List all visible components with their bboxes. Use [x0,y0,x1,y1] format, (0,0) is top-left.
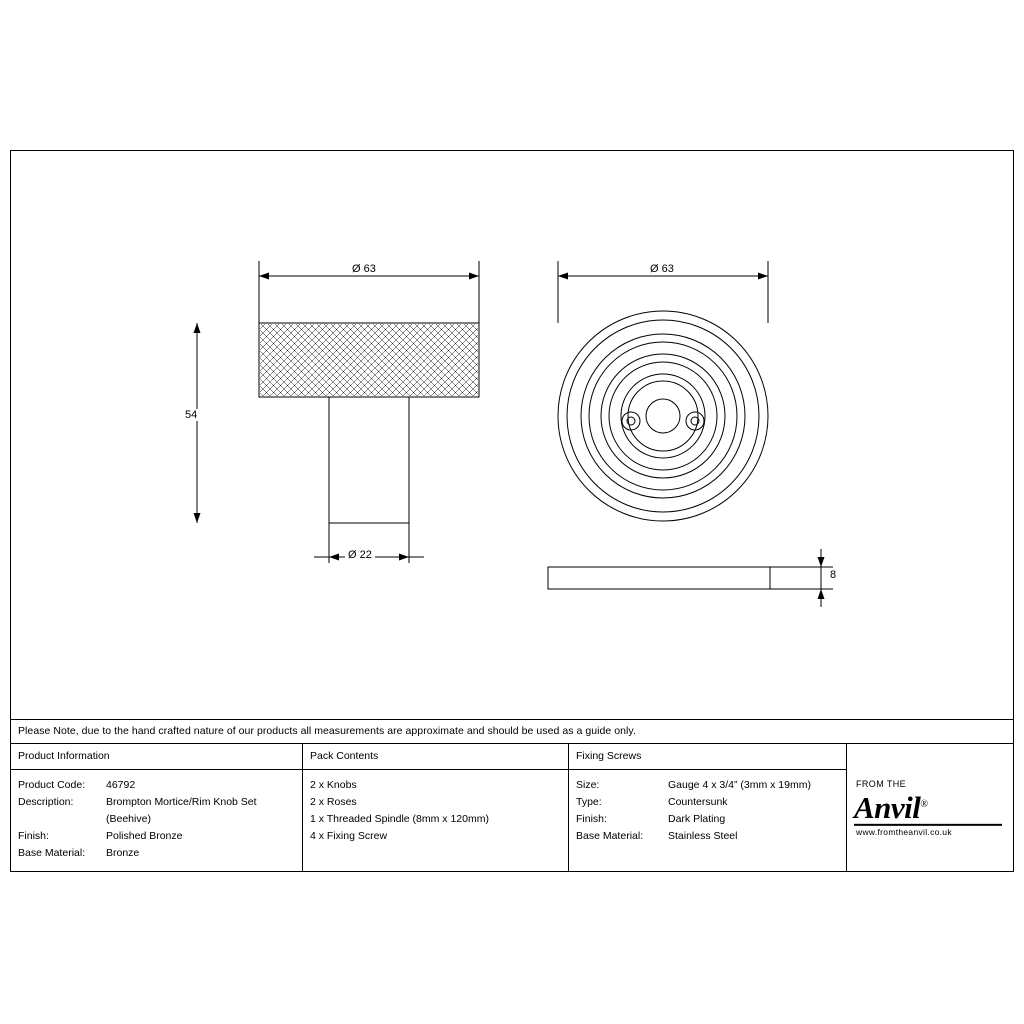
list-item: 2 x Roses [310,796,357,808]
table-row [576,828,842,845]
dimension-knob-diameter-front: Ø 63 [349,263,379,275]
finish-label: Finish: [18,830,49,842]
list-item: 1 x Threaded Spindle (8mm x 120mm) [310,813,489,825]
product-code-value: 46792 [106,779,136,791]
table-row [18,777,298,794]
column-divider [303,769,568,770]
product-information-column [11,744,303,872]
registered-trademark-icon: ® [920,798,928,810]
column-divider [11,769,302,770]
screw-base-material-value: Stainless Steel [668,830,738,842]
measurement-note: Please Note, due to the hand crafted nature of our products all measurements are approximate and should be used as a guide only. [18,725,636,737]
screw-finish-label: Finish: [576,813,607,825]
drawing-area [11,151,1013,719]
logo-website: www.fromtheanvil.co.uk [856,827,952,838]
description-value-continuation: (Beehive) [106,813,151,825]
list-item: 2 x Knobs [310,779,357,791]
logo-wordmark-text: Anvil [854,790,921,826]
dimension-knob-height: 54 [182,409,200,421]
table-row [576,811,842,828]
column-divider [569,769,846,770]
table-row [576,777,842,794]
table-row [18,794,298,811]
screw-size-value: Gauge 4 x 3/4” (3mm x 19mm) [668,779,811,791]
drawing-frame [10,150,1014,872]
list-item: 4 x Fixing Screw [310,830,388,842]
table-row [18,828,298,845]
logo-wordmark [854,789,1004,826]
screw-size-label: Size: [576,779,600,791]
info-table [11,744,1013,872]
screw-base-material-label: Base Material: [576,830,644,842]
product-code-label: Product Code: [18,779,86,791]
fixing-screws-column [569,744,847,872]
screw-type-label: Type: [576,796,602,808]
dimension-rose-diameter: Ø 63 [647,263,677,275]
fixing-screws-heading: Fixing Screws [576,750,642,762]
table-row [18,845,298,862]
screw-type-value: Countersunk [668,796,728,808]
logo-line-from-the: FROM THE [856,778,907,789]
base-material-label: Base Material: [18,847,86,859]
brand-logo-column [847,744,1011,872]
anvil-logo [854,779,1004,837]
dimension-rose-thickness: 8 [827,569,839,581]
dimension-spindle-diameter: Ø 22 [345,549,375,561]
table-row [576,794,842,811]
description-label: Description: [18,796,74,808]
pack-contents-column [303,744,569,872]
product-information-heading: Product Information [18,750,110,762]
measurement-note-row [11,719,1013,744]
screw-finish-value: Dark Plating [668,813,726,825]
product-drawing-svg [11,151,1013,719]
pack-contents-heading: Pack Contents [310,750,379,762]
base-material-value: Bronze [106,847,140,859]
description-value: Brompton Mortice/Rim Knob Set [106,796,257,808]
finish-value: Polished Bronze [106,830,183,842]
